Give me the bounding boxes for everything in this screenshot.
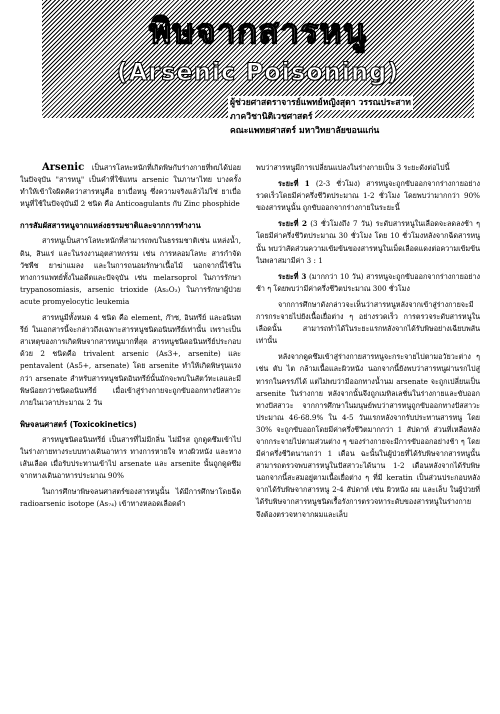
stage-3-label: ระยะที่ 3 <box>278 271 307 281</box>
author-block <box>228 96 476 138</box>
section-heading-toxicokinetics: พิษจลนศาสตร์ (Toxicokinetics) <box>20 419 137 429</box>
right-column <box>256 162 480 525</box>
stage-1-text: (2-3 ชั่วโมง) สารหนูจะถูกขับออกจากร่างกายอย่างรวดเร็วโดยมีค่าครึ่งชีวิตประมาณ 1-2 ชั่วโมง โดยพบว่ามากกว่า 90% ของสารหนูนั้น ถูกขับออกจากร่างกายในระยะนี้ <box>256 179 480 213</box>
author-name: ผู้ช่วยศาสตราจารย์แพทย์หญิงสุดา วรรณประสาท <box>230 98 411 108</box>
intro-text: เป็นสารโลหะหนักที่เกิดพิษกับร่างกายที่พบได้บ่อย ในปัจจุบัน "สารหนู" เป็นคำที่ใช้แทน arsenic ในภาษาไทย บางครั้งทำให้เข้าใจผิดคิดว่าสารหนูคือ ยาเบื่อหนู ซึ่งความจริงแล้วไม่ใช่ ยาเบื่อหนูที่ใช้ในปัจจุบันมี 2 ชนิด คือ Anticoagulants กับ Zinc phosphide <box>20 163 241 209</box>
title-english: (Arsenic Poisoning) <box>116 58 400 86</box>
stage-1-paragraph <box>256 178 480 214</box>
paragraph: จากการศึกษาดังกล่าวจะเห็นว่าสารหนูหลังจากเข้าสู่ร่างกายจะมีการกระจายไปยังเนื้อเยื่อต่าง ๆ อย่างรวดเร็ว การตรวจระดับสารหนูในเลือดนั้น สามารถทำได้ในระยะแรกหลังจากได้รับพิษอย่างเฉียบพลันเท่านั้น <box>256 299 480 346</box>
paragraph: พบว่าสารหนูมีการเปลี่ยนแปลงในร่างกายเป็น 3 ระยะดังต่อไปนี้ <box>256 163 450 172</box>
title-thai: พิษจากสารหนู <box>148 12 368 52</box>
stage-2-paragraph <box>256 218 480 266</box>
paragraph: สารหนูมีทั้งหมด 4 ชนิด คือ element, ก๊าซ, อินทรีย์ และอนินทรีย์ ในเอกสารนี้จะกล่าวถึงเฉพาะสารหนูชนิดอนินทรีย์เท่านั้น เพราะเป็นสาเหตุของการเกิดพิษจากสารหนูมากที่สุด สารหนูชนิดอนินทรีย์ประกอบด้วย 2 ชนิดคือ trivalent arsenic (As3+, arsenite) และ pentavalent (As5+, arsenate) โดย arsenite ทำให้เกิดพิษรุนแรงกว่า arsenate สำหรับสารหนูชนิดอินทรีย์นั้นมักจะพบในสัตว์ทะเลและมีพิษน้อยกว่าชนิดอนินทรีย์ เมื่อเข้าสู่ร่างกายจะถูกขับออกทางปัสสาวะภายในเวลาประมาณ 2 วัน <box>20 313 241 407</box>
paragraph: ในการศึกษาพิษจลนศาสตร์ของสารหนูนั้น ได้มีการศึกษาโดยฉีด radioarsenic isotope (As₇₄) เข้าทางหลอดเลือดดำ <box>20 487 241 509</box>
stage-3-paragraph <box>256 271 480 295</box>
intro-paragraph <box>20 162 241 210</box>
author-department: ภาควิชานิติเวชศาสตร์ <box>230 112 313 122</box>
author-faculty: คณะแพทยศาสตร์ มหาวิทยาลัยขอนแก่น <box>230 126 380 136</box>
stage-2-label: ระยะที่ 2 <box>278 219 307 229</box>
section-heading-exposure: การสัมผัสสารหนูจากแหล่งธรรมชาติและจากการทำงาน <box>20 221 201 231</box>
stage-3-text: (มากกว่า 10 วัน) สารหนูจะถูกขับออกจากร่างกายอย่างช้า ๆ โดยพบว่ามีค่าครึ่งชีวิตประมาณ 300 ชั่วโมง <box>256 271 480 293</box>
stage-1-label: ระยะที่ 1 <box>278 179 310 189</box>
paragraph: สารหนูเป็นสารโลหะหนักที่สามารถพบในธรรมชาติเช่น แหล่งน้ำ, ดิน, สินแร่ และในรงงานอุตสาหกรรม เช่น การหลอมโลหะ สารกำจัดวัชพืช ยาฆ่าแมลง และในการถนอมรักษาเนื้อไม้ นอกจากนี้ใช้ในทางการแพทย์ทั้งในอดีตและปัจจุบัน เช่น melarsoprol ในการรักษา trypanosomiasis, arsenic trioxide (As₂O₃) ในการรักษาผู้ป่วย acute promyelocytic leukemia <box>20 236 241 306</box>
paragraph: หลังจากดูดซึมเข้าสู่ร่างกายสารหนูจะกระจายไปตามอวัยวะต่าง ๆ เช่น ตับ ไต กล้ามเนื้อและผิวหนัง นอกจากนี้ยังพบว่าสารหนูผ่านรกไปสู่ทารกในครรภ์ได้ แต่ไม่พบว่ามีออกทางน้ำนม arsenate จะถูกเปลี่ยนเป็น arsenite ในร่างกาย หลังจากนั้นจึงถูกเมทิลเลชั่นในร่างกายและขับออกทางปัสสาวะ จากการศึกษาในมนุษย์พบว่าสารหนูถูกขับออกทางปัสสาวะประมาณ 46-68.9% ใน 4-5 วันแรกหลังจากรับประทานสารหนู โดย 30% จะถูกขับออกโดยมีค่าครึ่งชีวิตมากกว่า 1 สัปดาห์ ส่วนที่เหลือหลังจากกระจายไปตามส่วนต่าง ๆ ของร่างกายจะมีการขับออกอย่างช้า ๆ โดยมีค่าครึ่งชีวิตนานกว่า 1 เดือน ฉะนั้นในผู้ป่วยที่ได้รับพิษจากสารหนูนั้นสามารถตรวจพบสารหนูในปัสสาวะได้นาน 1-2 เดือนหลังจากได้รับพิษ นอกจากนี้สะสมอยู่ตามเนื้อเยื่อต่าง ๆ ที่มี keratin เป็นส่วนประกอบหลังจากได้รับพิษจากสารหนู 2-4 สัปดาห์ เช่น ผิวหนัง ผม และเล็บ ในผู้ป่วยที่ได้รับพิษจากสารหนูชนิดเรื้อรังการตรวจหาระดับของสารหนูในร่างกาย จึงต้องตรวจหาจากผมและเล็บ <box>256 352 480 519</box>
left-column <box>20 162 241 514</box>
stage-2-text: (3 ชั่วโมงถึง 7 วัน) ระดับสารหนูในเลือดจะลดลงช้า ๆ โดยมีค่าครึ่งชีวิตประมาณ 30 ชั่วโมง โดย 10 ชั่วโมงหลังจากฉีดสารหนูนั้น พบว่าสัดส่วนความเข้มข้นของสารหนูในเม็ดเลือดแดงต่อความเข้มข้นในพลาสมามีค่า 3 : 1 <box>256 219 481 265</box>
paragraph: สารหนูชนิดอนินทรีย์ เป็นสารที่ไม่มีกลิ่น ไม่มีรส ถูกดูดซึมเข้าไปในร่างกายทางระบบทางเดินอาหาร ทางการหายใจ ทางผิวหนัง และทางเส้นเลือด เมื่อรับประทานเข้าไป arsenate และ arsenite นั้นถูกดูดซึมจากทางเดินอาหารประมาณ 90% <box>20 434 241 481</box>
intro-lead-word: Arsenic <box>42 162 85 173</box>
